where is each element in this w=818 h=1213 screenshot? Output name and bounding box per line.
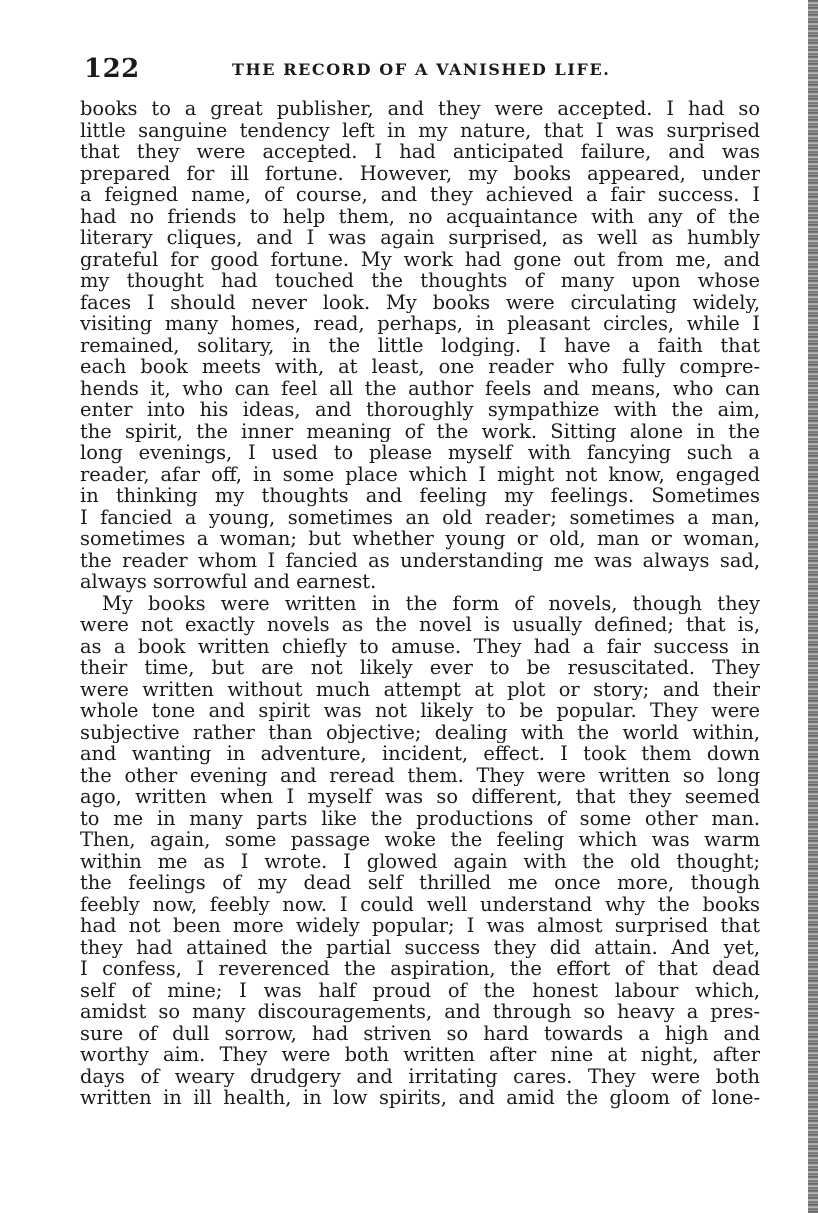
text-line: to me in many parts like the productions of some other man. — [80, 807, 760, 829]
text-line: subjective rather than objective; dealing with the world within, — [80, 721, 760, 743]
text-line: Then, again, some passage woke the feeling which was warm — [80, 829, 760, 851]
text-line: had not been more widely popular; I was almost surprised that — [80, 915, 760, 937]
text-line: days of weary drudgery and irritating cares. They were both — [80, 1065, 760, 1087]
text-line: literary cliques, and I was again surprised, as well as humbly — [80, 227, 760, 249]
text-line: always sorrowful and earnest. — [80, 571, 377, 593]
text-line: prepared for ill fortune. However, my books appeared, under — [80, 162, 760, 184]
text-line: little sanguine tendency left in my nature, that I was surprised — [80, 119, 760, 141]
binding-edge — [808, 0, 818, 1213]
text-line: hends it, who can feel all the author feels and means, who can — [80, 377, 760, 399]
text-line: their time, but are not likely ever to be resuscitated. They — [80, 657, 760, 679]
text-line: worthy aim. They were both written after nine at night, after — [80, 1044, 760, 1066]
text-line: visiting many homes, read, perhaps, in pleasant circles, while I — [80, 313, 760, 335]
text-line: they had attained the partial success they did attain. And yet, — [80, 936, 760, 958]
text-line: the reader whom I fancied as understanding me was always sad, — [80, 549, 760, 571]
running-title: THE RECORD OF A VANISHED LIFE. — [232, 60, 611, 79]
text-line: I fancied a young, sometimes an old reader; sometimes a man, — [80, 506, 760, 528]
text-line: that they were accepted. I had anticipated failure, and was — [80, 141, 760, 163]
text-line: sometimes a woman; but whether young or old, man or woman, — [80, 528, 760, 550]
text-line: the other evening and reread them. They were written so long — [80, 764, 760, 786]
text-line: remained, solitary, in the little lodging. I have a faith that — [80, 334, 760, 356]
text-line: ago, written when I myself was so different, that they seemed — [80, 786, 760, 808]
text-line: a feigned name, of course, and they achieved a fair success. I — [80, 184, 760, 206]
text-line: each book meets with, at least, one reader who fully compre- — [80, 356, 760, 378]
text-line: grateful for good fortune. My work had gone out from me, and — [80, 248, 760, 270]
text-line: My books were written in the form of novels, though they — [102, 592, 760, 614]
text-line: whole tone and spirit was not likely to be popular. They were — [80, 700, 760, 722]
text-line: enter into his ideas, and thoroughly sympathize with the aim, — [80, 399, 760, 421]
text-line: as a book written chiefly to amuse. They had a fair success in — [80, 635, 760, 657]
text-line: amidst so many discouragements, and through so heavy a pres- — [80, 1001, 760, 1023]
text-line: the feelings of my dead self thrilled me once more, though — [80, 872, 760, 894]
text-line: and wanting in adventure, incident, effect. I took them down — [80, 743, 760, 765]
page-number: 122 — [84, 54, 140, 84]
text-line: were written without much attempt at plot or story; and their — [80, 678, 760, 700]
text-line: books to a great publisher, and they were accepted. I had so — [80, 98, 760, 120]
page-header — [84, 54, 764, 88]
body-text — [80, 98, 760, 1109]
text-line: faces I should never look. My books were circulating widely, — [80, 291, 760, 313]
text-line: my thought had touched the thoughts of many upon whose — [80, 270, 760, 292]
text-line: sure of dull sorrow, had striven so hard towards a high and — [80, 1022, 760, 1044]
text-line: the spirit, the inner meaning of the work. Sitting alone in the — [80, 420, 760, 442]
text-line: in thinking my thoughts and feeling my feelings. Sometimes — [80, 485, 760, 507]
text-line: written in ill health, in low spirits, and amid the gloom of lone- — [80, 1087, 760, 1109]
text-line: feebly now, feebly now. I could well understand why the books — [80, 893, 760, 915]
text-line: reader, afar off, in some place which I might not know, engaged — [80, 463, 760, 485]
text-line: self of mine; I was half proud of the honest labour which, — [80, 979, 760, 1001]
text-line: had no friends to help them, no acquaintance with any of the — [80, 205, 760, 227]
text-line: I confess, I reverenced the aspiration, the effort of that dead — [80, 958, 760, 980]
text-line: within me as I wrote. I glowed again with the old thought; — [80, 850, 760, 872]
text-line: long evenings, I used to please myself with fancying such a — [80, 442, 760, 464]
text-line: were not exactly novels as the novel is usually defined; that is, — [80, 614, 760, 636]
